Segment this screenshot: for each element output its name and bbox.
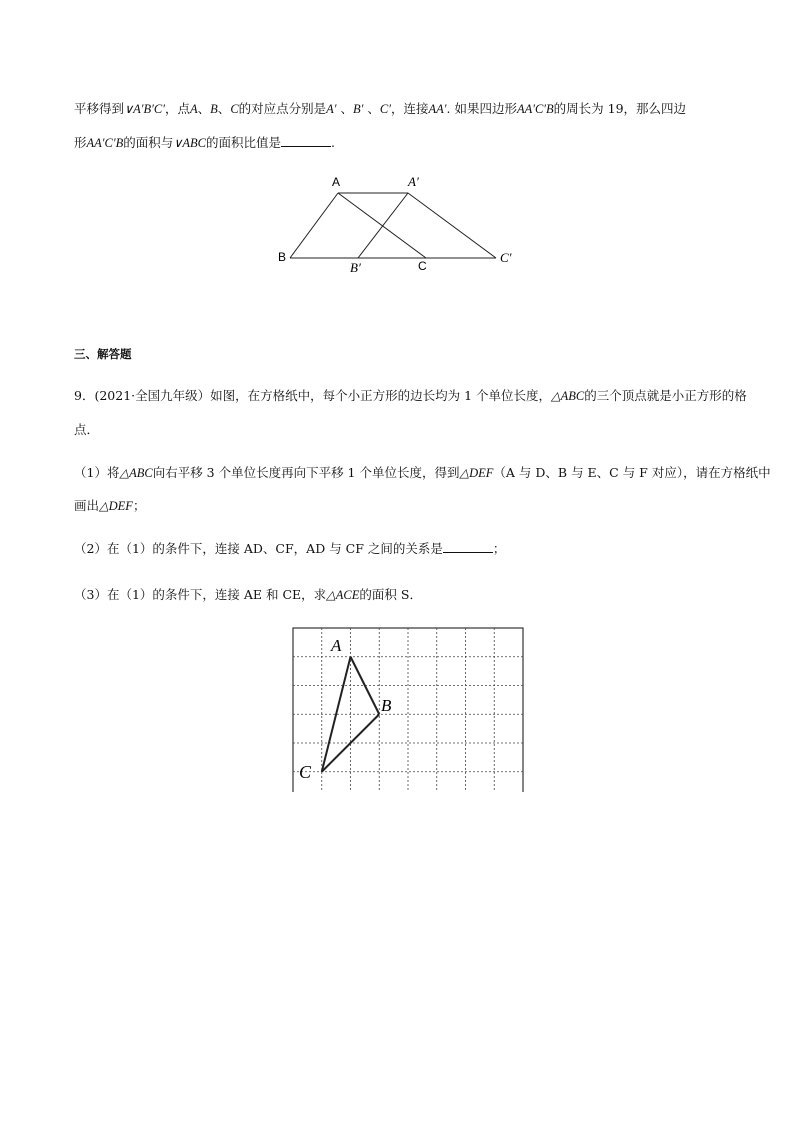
- q9-part1-line1: （1）将△ABC向右平移 3 个单位长度再向下平移 1 个单位长度，得到△DEF（A 与 D、B 与 E、C 与 F 对应），请在方格纸中: [74, 465, 771, 480]
- triangle-ref: ∨A′B′C′: [124, 102, 165, 116]
- grid-label-A: A: [331, 636, 342, 655]
- segment-A2C2: [408, 193, 496, 258]
- q9-part3: （3）在（1）的条件下，连接 AE 和 CE，求△ACE的面积 S．: [74, 587, 422, 602]
- q9-part2: （2）在（1）的条件下，连接 AD、CF，AD 与 CF 之间的关系是 ；: [74, 541, 506, 556]
- q9-intro-line2: 点．: [74, 422, 100, 437]
- segment-A2B2: [358, 193, 408, 258]
- label-B: B: [278, 250, 287, 264]
- q8-text-line2: 形AA′C′B的面积与∨ABC的面积比值是 .: [74, 135, 336, 150]
- label-C: C: [418, 259, 427, 273]
- q9-part1-line2: 画出△DEF；: [74, 498, 146, 513]
- grid-label-C: C: [299, 762, 312, 782]
- grid-label-B: B: [381, 696, 392, 715]
- answer-blank: [443, 540, 493, 553]
- answer-blank: [281, 134, 331, 147]
- segment-AB: [290, 193, 338, 258]
- q8-text-line1: 平移得到∨A′B′C′，点A、B、C的对应点分别是A′ 、B′ 、C′，连接AA′. 如果四边形AA′C′B的周长为 19，那么四边: [74, 101, 687, 116]
- label-C-prime: C′: [500, 250, 512, 265]
- square-grid-figure: [285, 622, 530, 792]
- segment-AC: [338, 193, 426, 258]
- label-A: A: [332, 175, 341, 189]
- section-title: 三、解答题: [74, 347, 132, 361]
- label-B-prime: B′: [350, 260, 361, 275]
- q9-intro-line1: 9．(2021·全国九年级）如图，在方格纸中，每个小正方形的边长均为 1 个单位长度，△ABC的三个顶点就是小正方形的格: [74, 388, 747, 403]
- translation-figure: [270, 168, 530, 278]
- label-A-prime: A′: [408, 174, 419, 189]
